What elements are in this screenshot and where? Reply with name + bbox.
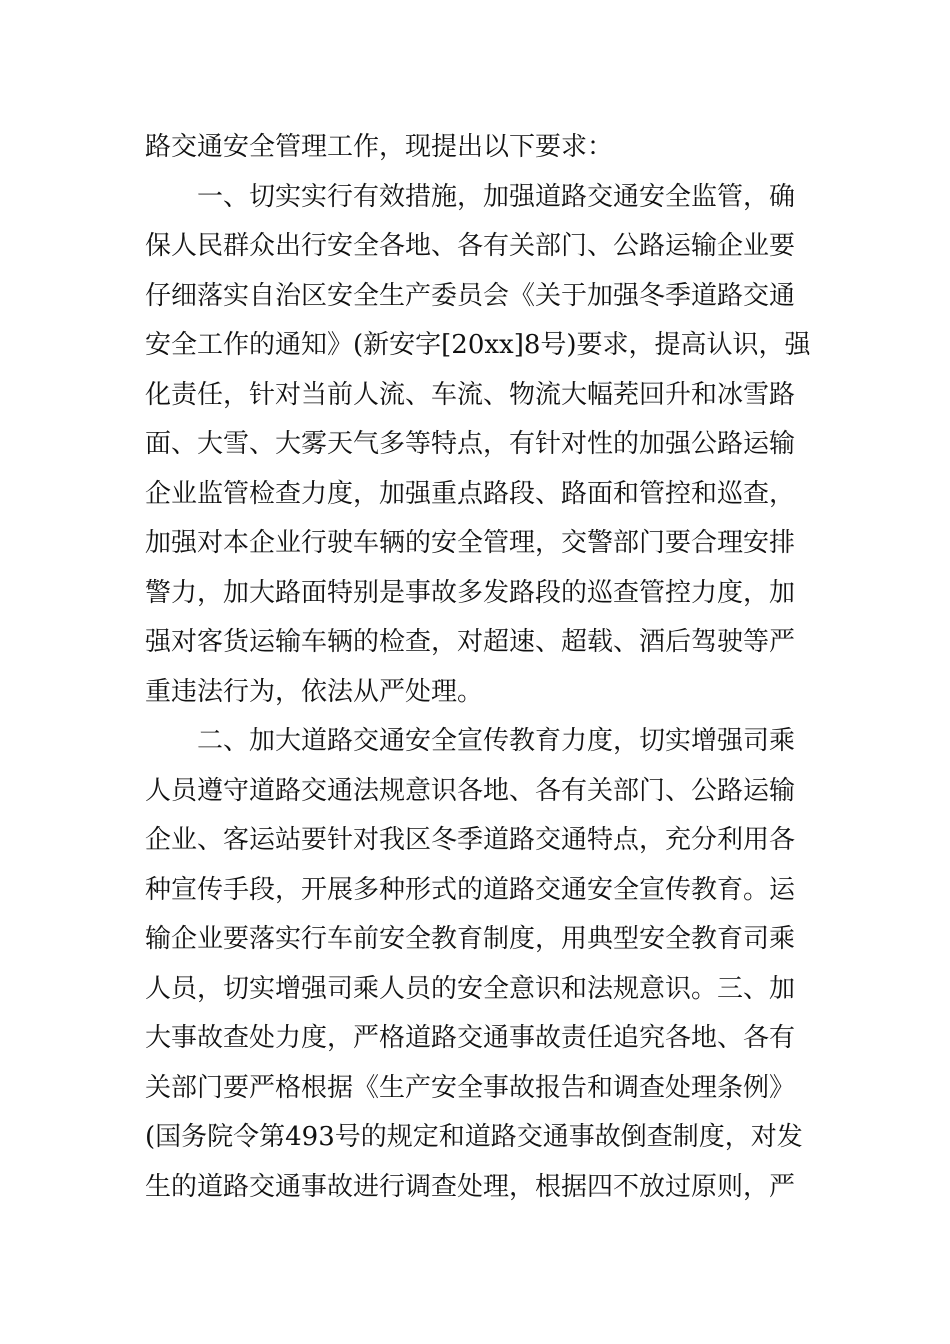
text-line: 化责任，针对当前人流、车流、物流大幅茺回升和冰雪路 xyxy=(145,379,796,410)
text-line: 企业、客运站要针对我区冬季道路交通特点，充分利用各 xyxy=(145,825,796,855)
document-body xyxy=(145,123,810,1212)
text-line: 仔细落实自治区安全生产委员会《关于加强冬季道路交通 xyxy=(145,280,796,311)
text-line: 路交通安全管理工作，现提出以下要求： xyxy=(145,132,614,162)
text-line: 输企业要落实行车前安全教育制度，用典型安全教育司乘 xyxy=(145,924,796,954)
text-line: 大事故查处力度，严格道路交通事故责任追究各地、各有 xyxy=(145,1023,796,1053)
text-line: 生的道路交通事故进行调查处理，根据四不放过原则，严 xyxy=(145,1171,796,1202)
text-line: 人员，切实增强司乘人员的安全意识和法规意识。三、加 xyxy=(145,973,796,1004)
text-line: 关部门要严格根据《生产安全事故报告和调查处理条例》 xyxy=(145,1072,796,1103)
text-line: (国务院令第493号的规定和道路交通事故倒查制度，对发 xyxy=(145,1122,803,1152)
text-line: 人员遵守道路交通法规意识各地、各有关部门、公路运输 xyxy=(145,775,796,806)
text-line: 强对客货运输车辆的检查，对超速、超载、酒后驾驶等严 xyxy=(145,627,796,657)
text-line: 种宣传手段，开展多种形式的道路交通安全宣传教育。运 xyxy=(145,874,796,905)
text-line: 警力，加大路面特别是事故多发路段的巡查管控力度，加 xyxy=(145,577,796,608)
text-line: 面、大雪、大雾天气多等特点，有针对性的加强公路运输 xyxy=(145,429,796,459)
text-line: 一、切实实行有效措施，加强道路交通安全监管，确 xyxy=(145,181,796,212)
text-line: 企业监管检查力度，加强重点路段、路面和管控和巡查， xyxy=(145,478,796,509)
text-line: 重违法行为，依法从严处理。 xyxy=(145,676,484,707)
text-line: 安全工作的通知》(新安字[20xx]8号)要求，提高认识，强 xyxy=(145,330,811,360)
text-line: 加强对本企业行驶车辆的安全管理，交警部门要合理安排 xyxy=(145,528,796,558)
text-line: 保人民群众出行安全各地、各有关部门、公路运输企业要 xyxy=(145,231,796,261)
text-line: 二、加大道路交通安全宣传教育力度，切实增强司乘 xyxy=(145,726,796,756)
